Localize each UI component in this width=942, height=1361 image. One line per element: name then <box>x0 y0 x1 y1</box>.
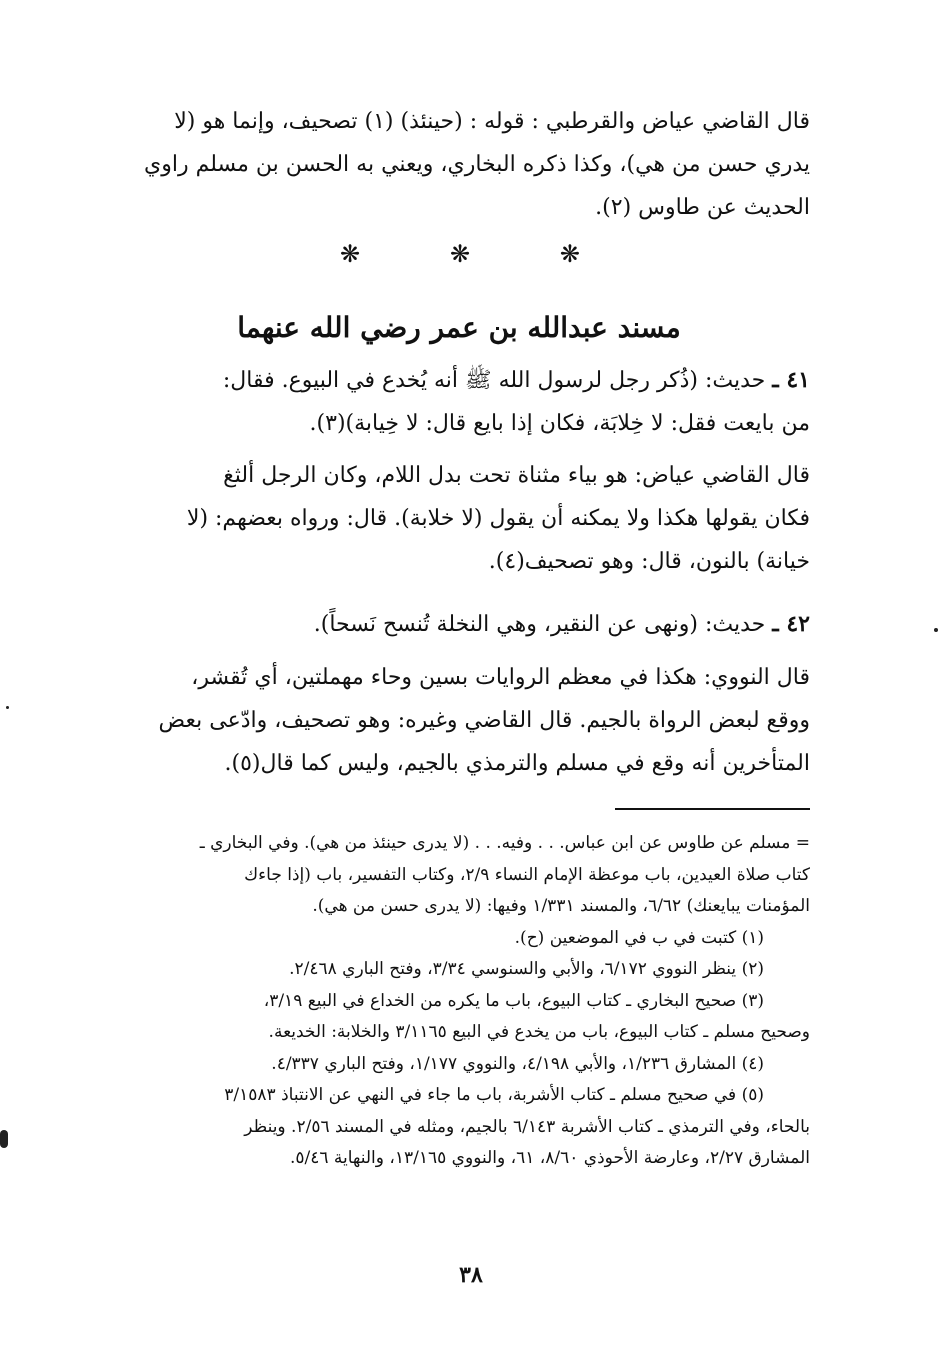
footnote-3-continued: وصحيح مسلم ـ كتاب البيوع، باب من يخدع في البيع ٣/١١٦٥ والخلابة: الخديعة. <box>268 1022 810 1042</box>
text-line: فكان يقولها هكذا ولا يمكنه أن يقول (لا خلابة). قال: ورواه بعضهم: (لا <box>186 506 810 531</box>
hadith-text: حديث: (ونهى عن النقير، وهي النخلة تُنسح نَسحاً). <box>313 612 766 637</box>
footnotes <box>108 828 810 1175</box>
paragraph-qadi-iyad-qurtubi <box>108 100 810 229</box>
footnote-2: (٢) ينظر النووي ٦/١٧٢، والأبي والسنوسي ٣/٣٤، وفتح الباري ٢/٤٦٨. <box>289 959 764 979</box>
footnote-continuation-line: كتاب صلاة العيدين، باب موعظة الإمام النساء ٢/٩، وكتاب التفسير، باب (إذا جاءك <box>244 864 810 885</box>
footnote-5-continued: بالحاء، وفي الترمذي ـ كتاب الأشربة ٦/١٤٣ بالجيم، ومثله في المسند ٢/٥٦. وينظر <box>244 1116 810 1137</box>
section-divider <box>340 240 580 268</box>
footnote-3: (٣) صحيح البخاري ـ كتاب البيوع، باب ما يكره من الخداع في البيع ٣/١٩، <box>263 990 764 1011</box>
text-line: المتأخرين أنه وقع في مسلم والترمذي بالجيم، وليس كما قال(٥). <box>224 751 810 776</box>
hadith-number: ٤١ ـ <box>772 367 810 393</box>
star-ornament-icon: ❋ <box>449 240 471 268</box>
footnote-4: (٤) المشارق ١/٢٣٦، والأبي ٤/١٩٨، والنووي ١/١٧٧، وفتح الباري ٤/٣٣٧. <box>271 1053 764 1074</box>
text-line: يدري حسن من هي)، وكذا ذكره البخاري، ويعني به الحسن بن مسلم راوي <box>144 152 810 177</box>
star-ornament-icon: ❋ <box>340 240 361 268</box>
hadith-line <box>108 603 810 646</box>
paragraph-commentary-41 <box>108 454 810 583</box>
footnote-1: (١) كتبت في ب في الموضعين (ح). <box>514 927 764 948</box>
hadith-number: ٤٢ ـ <box>772 611 810 637</box>
text-line: قال النووي: هكذا في معظم الروايات بسين وحاء مهملتين، أي تُقشر، <box>191 665 810 690</box>
text-line: الحديث عن طاوس (٢). <box>595 195 810 220</box>
hadith-line: من بايعت فقل: لا خِلابَة، فكان إذا بايع قال: لا خِيابة)(٣). <box>309 411 810 436</box>
hadith-41 <box>108 359 810 445</box>
text-line: قال القاضي عياض والقرطبي : قوله : (حينئذ) (١) تصحيف، وإنما هو (لا <box>174 109 810 134</box>
star-ornament-icon: ❋ <box>559 240 580 268</box>
section-heading: مسند عبدالله بن عمر رضي الله عنهما <box>237 311 681 344</box>
scan-edge-mark <box>0 1130 8 1148</box>
footnote-5-continued: المشارق ٢/٢٧، وعارضة الأحوذي ٨/٦٠، ٦١، والنووي ١٣/١٦٥، والنهاية ٥/٤٦. <box>289 1148 810 1168</box>
scan-speck <box>934 628 938 632</box>
hadith-line <box>108 359 810 402</box>
footnote-5: (٥) في صحيح مسلم ـ كتاب الأشربة، باب ما جاء في النهي عن الانتباذ ٣/١٥٨٣ <box>224 1085 764 1105</box>
text-line: ووقع لبعض الرواة بالجيم. قال القاضي وغيره: وهو تصحيف، وادّعى بعض <box>158 708 810 733</box>
paragraph-commentary-42 <box>108 656 810 785</box>
scan-speck <box>6 706 9 709</box>
text-line: خيانة) بالنون، قال: وهو تصحيف(٤). <box>488 549 810 574</box>
footnote-continuation-line: = مسلم عن طاوس عن ابن عباس. . . وفيه. . . (لا يدرى حينئذ من هي). وفي البخاري ـ <box>199 833 810 853</box>
footnote-continuation-line: المؤمنات يبايعنك) ٦/٦٢، والمسند ١/٣٣١ وفيها: (لا يدرى حسن من هي). <box>312 896 810 916</box>
hadith-42 <box>108 603 810 646</box>
hadith-text: حديث: (ذُكر رجل لرسول الله ﷺ أنه يُخدع في البيوع. فقال: <box>222 368 766 393</box>
text-line: قال القاضي عياض: هو بياء مثناة تحت بدل اللام، وكان الرجل ألثغ <box>223 463 810 488</box>
page-number: ٣٨ <box>459 1262 483 1288</box>
footnote-separator <box>615 808 810 810</box>
